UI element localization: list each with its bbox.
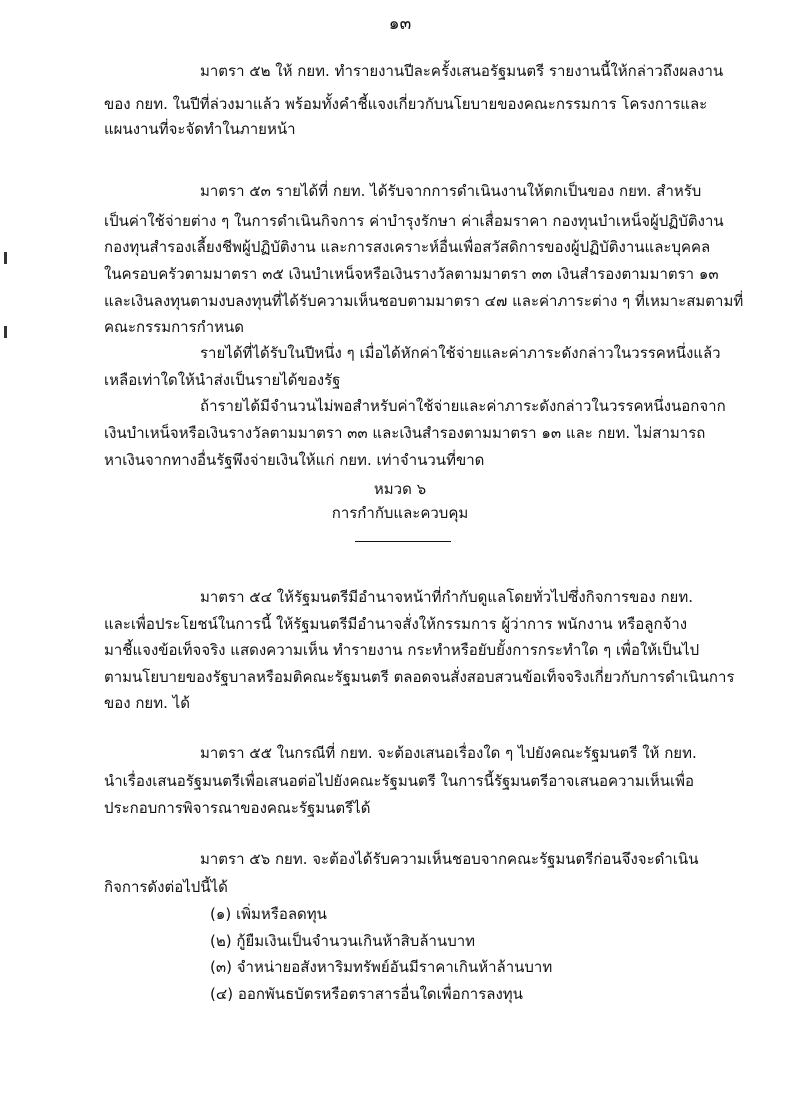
sec52-line-2: ของ กยท. ในปีที่ล่วงมาแล้ว พร้อมทั้งคำชี้แจงเกี่ยวกับนโยบายของคณะกรรมการ โครงการและ <box>104 95 708 113</box>
sec53-line-5: และเงินลงทุนตามงบลงทุนที่ได้รับความเห็นชอบตามมาตรา ๔๗ และค่าภาระต่าง ๆ ที่เหมาะสมตามที่ <box>104 292 744 310</box>
sec53-line-6: คณะกรรมการกำหนด <box>104 318 245 336</box>
sec56-line-2: กิจการดังต่อไปนี้ได้ <box>104 878 228 896</box>
sec55-line-2: นำเรื่องเสนอรัฐมนตรีเพื่อเสนอต่อไปยังคณะรัฐมนตรี ในการนี้รัฐมนตรีอาจเสนอความเห็นเพื่อ <box>104 772 695 790</box>
sec54-line-1: มาตรา ๕๔ ให้รัฐมนตรีมีอำนาจหน้าที่กำกับดูแลโดยทั่วไปซึ่งกิจการของ กยท. <box>200 588 693 606</box>
sec56-item-2: (๒) กู้ยืมเงินเป็นจำนวนเกินห้าสิบล้านบาท <box>210 932 476 950</box>
sec52-line-1: มาตรา ๕๒ ให้ กยท. ทำรายงานปีละครั้งเสนอรัฐมนตรี รายงานนี้ให้กล่าวถึงผลงาน <box>200 62 724 80</box>
sec54-line-4: ตามนโยบายของรัฐบาลหรือมติคณะรัฐมนตรี ตลอดจนสั่งสอบสวนข้อเท็จจริงเกี่ยวกับการดำเนินการ <box>104 668 735 686</box>
sec53-line-3: กองทุนสำรองเลี้ยงชีพผู้ปฏิบัติงาน และการสงเคราะห์อื่นเพื่อสวัสดิการของผู้ปฏิบัติงานและบุคคล <box>104 238 711 256</box>
sec53-line-10: เงินบำเหน็จหรือเงินรางวัลตามมาตรา ๓๓ และเงินสำรองตามมาตรา ๑๓ และ กยท. ไม่สามารถ <box>104 424 706 442</box>
sec56-item-3: (๓) จำหน่ายอสังหาริมทรัพย์อันมีราคาเกินห้าล้านบาท <box>210 958 553 976</box>
sec53-line-9: ถ้ารายได้มีจำนวนไม่พอสำหรับค่าใช้จ่ายและค่าภาระดังกล่าวในวรรคหนึ่งนอกจาก <box>200 397 726 415</box>
chapter-number: หมวด ๖ <box>373 480 427 498</box>
sec54-line-5: ของ กยท. ได้ <box>104 694 190 712</box>
sec53-line-1: มาตรา ๕๓ รายได้ที่ กยท. ได้รับจากการดำเนินงานให้ตกเป็นของ กยท. สำหรับ <box>200 182 702 200</box>
sec56-item-4: (๔) ออกพันธบัตรหรือตราสารอื่นใดเพื่อการลงทุน <box>210 985 523 1003</box>
sec53-line-11: หาเงินจากทางอื่นรัฐพึงจ่ายเงินให้แก่ กยท. เท่าจำนวนที่ขาด <box>104 451 485 469</box>
scan-mark <box>4 326 7 338</box>
sec54-line-2: และเพื่อประโยชน์ในการนี้ ให้รัฐมนตรีมีอำนาจสั่งให้กรรมการ ผู้ว่าการ พนักงาน หรือลูกจ้าง <box>104 615 688 633</box>
sec54-line-3: มาชี้แจงข้อเท็จจริง แสดงความเห็น ทำรายงาน กระทำหรือยับยั้งการกระทำใด ๆ เพื่อให้เป็นไป <box>104 641 700 659</box>
sec55-line-3: ประกอบการพิจารณาของคณะรัฐมนตรีได้ <box>104 799 371 817</box>
sec53-line-8: เหลือเท่าใดให้นำส่งเป็นรายได้ของรัฐ <box>104 371 341 389</box>
chapter-divider <box>355 541 451 542</box>
scan-mark <box>4 252 7 264</box>
sec56-line-1: มาตรา ๕๖ กยท. จะต้องได้รับความเห็นชอบจากคณะรัฐมนตรีก่อนจึงจะดำเนิน <box>200 850 699 868</box>
chapter-title: การกำกับและควบคุม <box>331 504 469 522</box>
page-number: ๑๓ <box>388 14 412 34</box>
sec53-line-4: ในครอบครัวตามมาตรา ๓๕ เงินบำเหน็จหรือเงินรางวัลตามมาตรา ๓๓ เงินสำรองตามมาตรา ๑๓ <box>104 265 719 283</box>
sec56-item-1: (๑) เพิ่มหรือลดทุน <box>210 905 327 923</box>
sec55-line-1: มาตรา ๕๕ ในกรณีที่ กยท. จะต้องเสนอเรื่องใด ๆ ไปยังคณะรัฐมนตรี ให้ กยท. <box>200 744 697 762</box>
sec53-line-2: เป็นค่าใช้จ่ายต่าง ๆ ในการดำเนินกิจการ ค่าบำรุงรักษา ค่าเสื่อมราคา กองทุนบำเหน็จผู้ปฏิบัติงาน <box>104 212 724 230</box>
sec53-line-7: รายได้ที่ได้รับในปีหนึ่ง ๆ เมื่อได้หักค่าใช้จ่ายและค่าภาระดังกล่าวในวรรคหนึ่งแล้ว <box>200 344 721 362</box>
sec52-line-3: แผนงานที่จะจัดทำในภายหน้า <box>104 120 296 138</box>
